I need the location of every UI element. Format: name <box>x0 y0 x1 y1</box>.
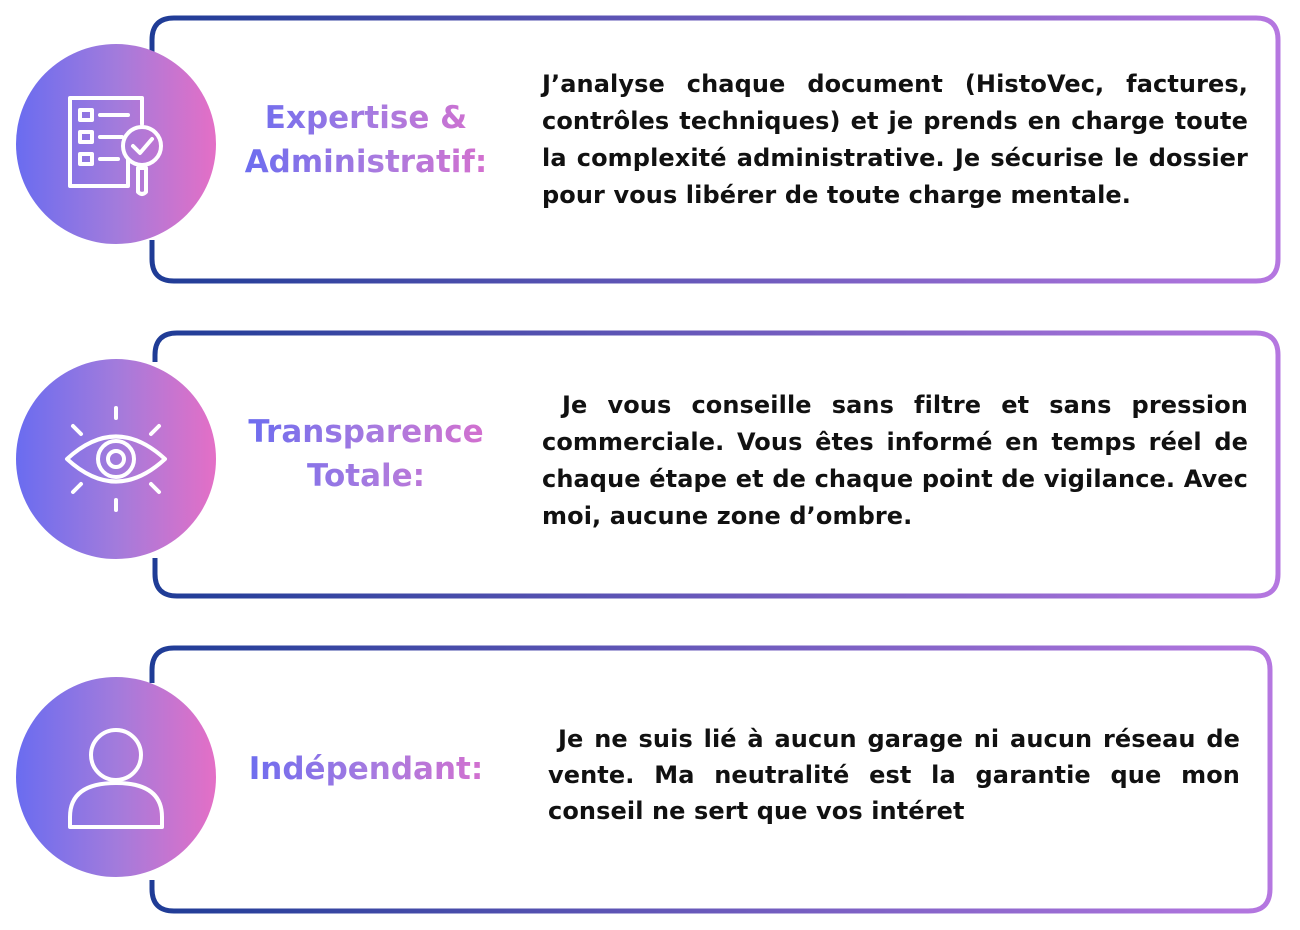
icon-badge <box>16 44 216 244</box>
feature-card-transparence <box>0 329 1300 599</box>
heading-line-1: Indépendant: <box>248 751 484 787</box>
card-description: Je vous conseille sans filtre et sans pression commerciale. Vous êtes informé en temps réel de chaque étape et de chaque point de vigilance. Avec moi, aucune zone d’ombre. <box>542 391 1248 530</box>
heading-line-1: Transparence <box>248 414 484 450</box>
icon-badge <box>16 677 216 877</box>
card-heading <box>241 410 491 498</box>
card-heading <box>241 747 491 791</box>
heading-line-2: Totale: <box>306 458 426 494</box>
card-description: J’analyse chaque document (HistoVec, factures, contrôles techniques) et je prends en charge toute la complexité administrative. Je sécurise le dossier pour vous libérer de toute charge mentale. <box>542 70 1248 209</box>
card-description: Je ne suis lié à aucun garage ni aucun réseau de vente. Ma neutralité est la garantie que mon conseil ne sert que vos intéret <box>548 725 1240 825</box>
eye-icon <box>51 394 181 524</box>
user-icon <box>56 717 176 837</box>
feature-card-expertise <box>0 14 1300 284</box>
feature-card-independant <box>0 644 1300 914</box>
icon-badge <box>16 359 216 559</box>
heading-line-1: Expertise & <box>264 100 468 136</box>
card-heading <box>241 96 491 184</box>
heading-line-2: Administratif: <box>244 144 488 180</box>
checklist-magnifier-icon <box>56 84 176 204</box>
